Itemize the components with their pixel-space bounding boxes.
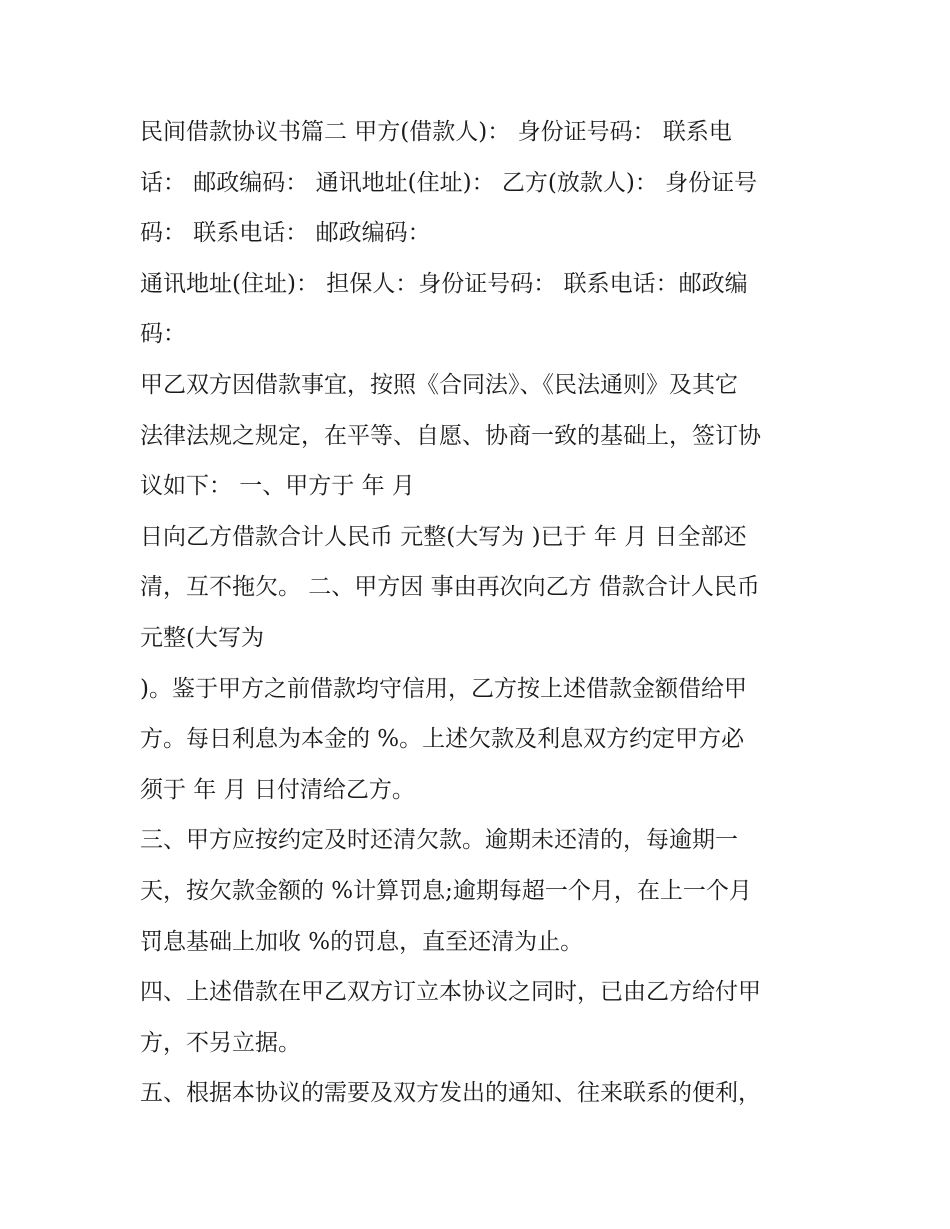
paragraph-preamble <box>140 360 820 512</box>
document-body <box>140 107 820 1119</box>
text-line: 四、上述借款在甲乙双方订立本协议之同时，已由乙方给付甲 <box>140 979 761 1006</box>
text-line: 码： 联系电话： 邮政编码： <box>140 220 431 247</box>
text-line: 三、甲方应按约定及时还清欠款。逾期未还清的，每逾期一 <box>140 827 738 854</box>
text-line: 天，按欠款金额的 %计算罚息;逾期每超一个月，在上一个月 <box>140 877 752 904</box>
text-line: 话： 邮政编码： 通讯地址(住址)： 乙方(放款人)： 身份证号 <box>140 169 758 196</box>
text-line: 须于 年 月 日付清给乙方。 <box>140 776 415 803</box>
text-line: 议如下： 一、甲方于 年 月 <box>140 473 415 500</box>
paragraph-clause-three <box>140 815 820 967</box>
text-line: 清，互不拖欠。 二、甲方因 事由再次向乙方 借款合计人民币 <box>140 574 760 601</box>
text-line: 法律法规之规定，在平等、自愿、协商一致的基础上，签订协 <box>140 422 761 449</box>
text-line: 民间借款协议书篇二 甲方(借款人)： 身份证号码： 联系电 <box>140 119 732 145</box>
text-line: 元整(大写为 <box>140 624 264 651</box>
paragraph-parties-guarantor <box>140 259 820 360</box>
text-line: 五、根据本协议的需要及双方发出的通知、往来联系的便利， <box>140 1080 761 1107</box>
text-line: 罚息基础上加收 %的罚息，直至还清为止。 <box>140 928 584 955</box>
text-line: 码： <box>140 321 186 348</box>
paragraph-clause-four <box>140 967 820 1068</box>
paragraph-interest-terms <box>140 664 820 816</box>
paragraph-clause-five <box>140 1068 820 1119</box>
text-line: 方。每日利息为本金的 %。上述欠款及利息双方约定甲方必 <box>140 726 745 753</box>
paragraph-clause-one-two <box>140 512 820 664</box>
text-line: 通讯地址(住址)： 担保人：身份证号码： 联系电话：邮政编 <box>140 270 748 297</box>
text-line: 日向乙方借款合计人民币 元整(大写为 )已于 年 月 日全部还 <box>140 523 747 550</box>
text-line: )。鉴于甲方之前借款均守信用，乙方按上述借款金额借给甲 <box>140 675 747 702</box>
text-line: 甲乙双方因借款事宜，按照《合同法》、《民法通则》及其它 <box>140 371 738 398</box>
paragraph-parties-borrower <box>140 107 820 259</box>
text-line: 方，不另立据。 <box>140 1029 301 1056</box>
